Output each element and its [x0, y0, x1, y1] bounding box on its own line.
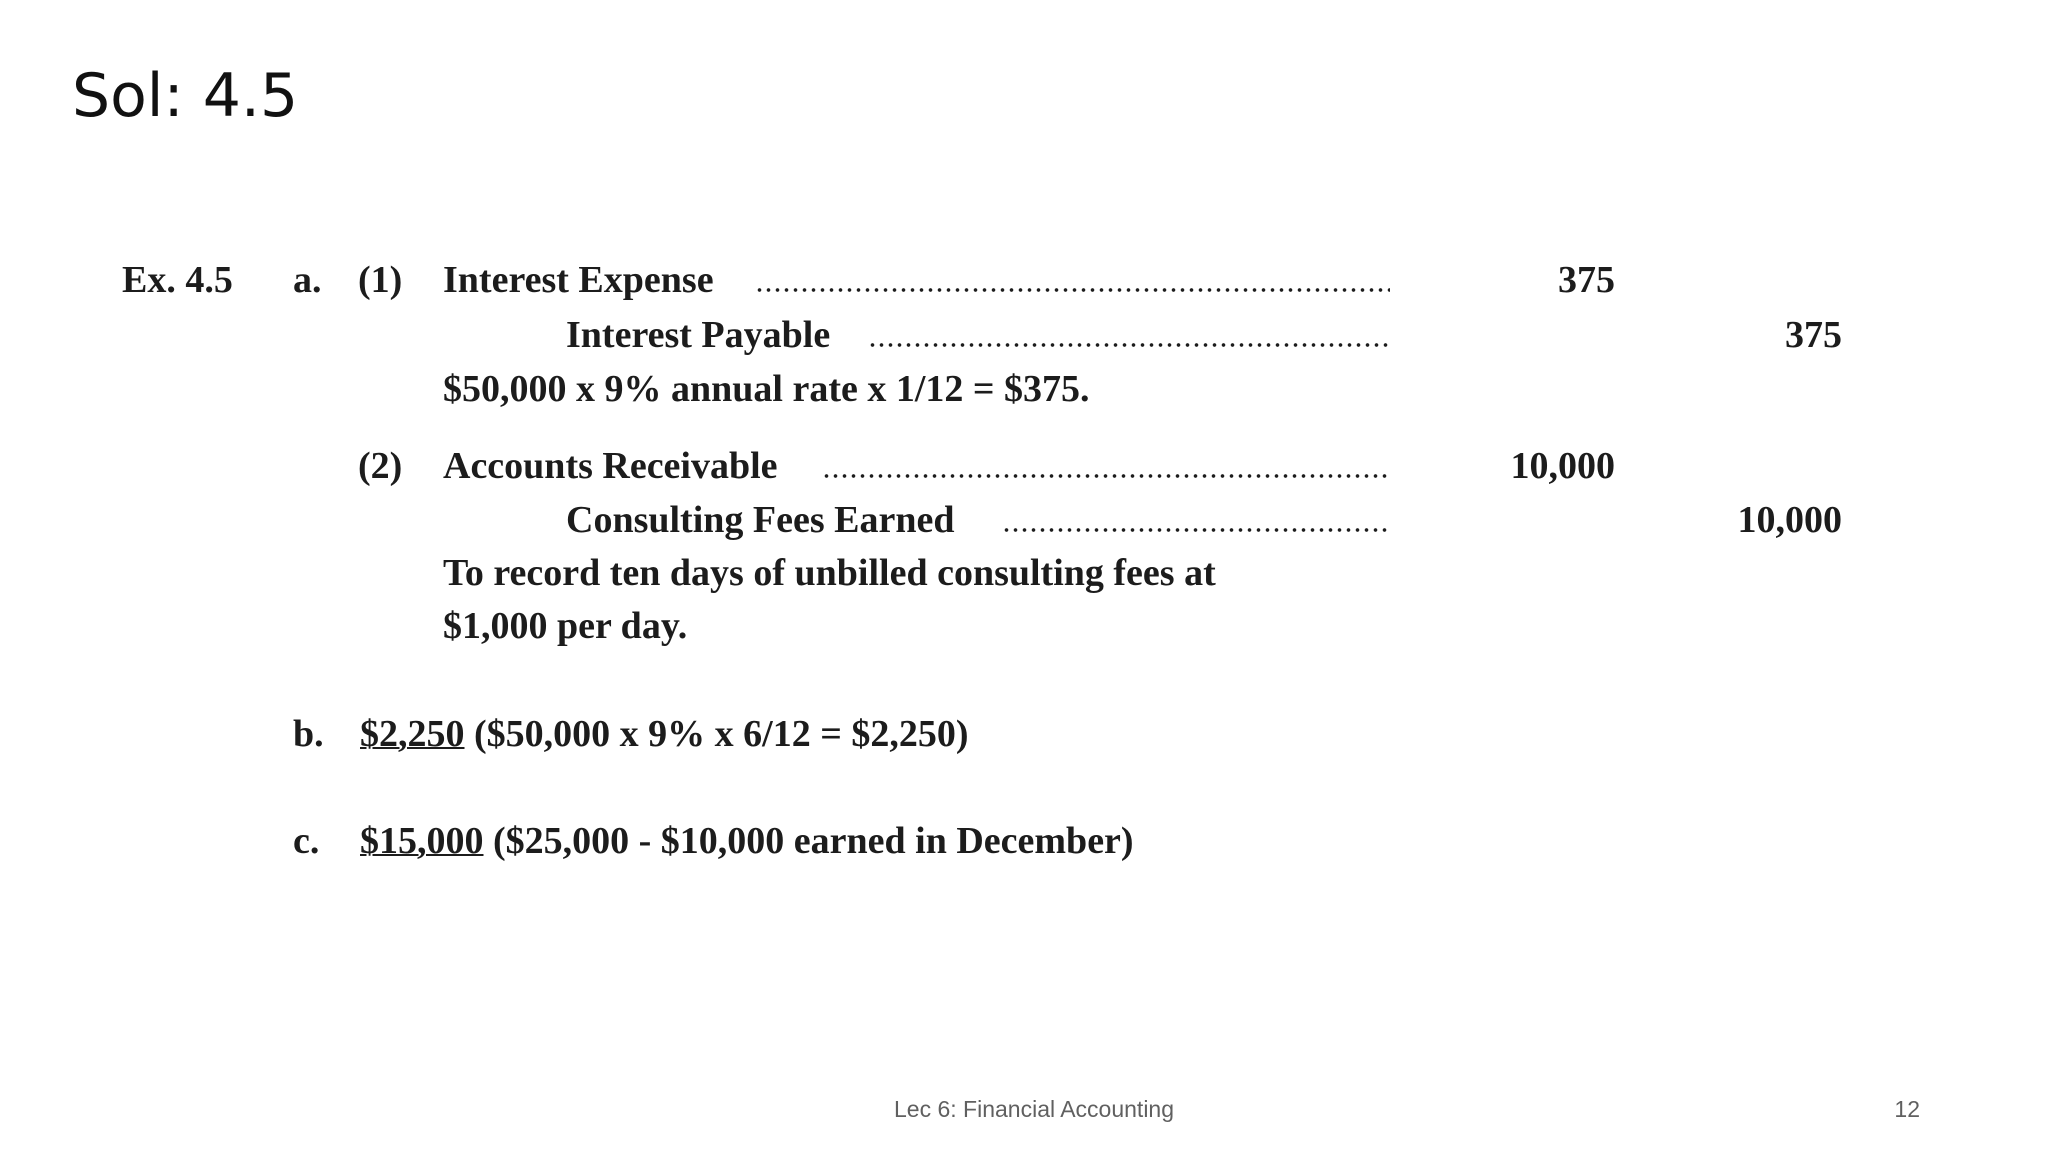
- entry-1-credit-amount: 375: [1785, 314, 1842, 356]
- part-b-answer: [360, 711, 969, 757]
- entry-2-credit-leader: [1002, 527, 1390, 533]
- slide-title: Sol: 4.5: [72, 61, 299, 131]
- part-b-explanation: ($50,000 x 9% x 6/12 = $2,250): [474, 713, 969, 755]
- part-c-amount: $15,000: [360, 820, 484, 862]
- part-a-letter: a.: [293, 259, 322, 301]
- part-c-letter: c.: [293, 820, 320, 862]
- part-b-amount: $2,250: [360, 713, 465, 755]
- entry-1-note: $50,000 x 9% annual rate x 1/12 = $375.: [443, 368, 1090, 410]
- entry-1-credit-account: Interest Payable: [566, 314, 831, 356]
- entry-2-credit-account: Consulting Fees Earned: [566, 499, 955, 541]
- entry-2-debit-account: Accounts Receivable: [443, 445, 778, 487]
- entry-2-number: (2): [358, 445, 403, 487]
- part-c-explanation: ($25,000 - $10,000 earned in December): [493, 820, 1134, 862]
- entry-1-debit-leader: [755, 287, 1390, 293]
- entry-1-debit-account: Interest Expense: [443, 259, 714, 301]
- entry-1-debit-amount: 375: [1558, 259, 1615, 301]
- entry-1-credit-leader: [868, 342, 1390, 348]
- page-number: 12: [1894, 1096, 1920, 1122]
- exercise-label: Ex. 4.5: [122, 259, 233, 301]
- entry-1-number: (1): [358, 259, 403, 301]
- part-b-letter: b.: [293, 713, 324, 755]
- footer-text: Lec 6: Financial Accounting: [894, 1096, 1175, 1122]
- entry-2-debit-leader: [822, 473, 1390, 479]
- entry-2-debit-amount: 10,000: [1510, 445, 1615, 487]
- entry-2-note-line-2: $1,000 per day.: [443, 605, 688, 647]
- entry-2-credit-amount: 10,000: [1737, 499, 1842, 541]
- part-c-answer: [360, 818, 1134, 864]
- entry-2-note-line-1: To record ten days of unbilled consulting fees at: [443, 552, 1216, 594]
